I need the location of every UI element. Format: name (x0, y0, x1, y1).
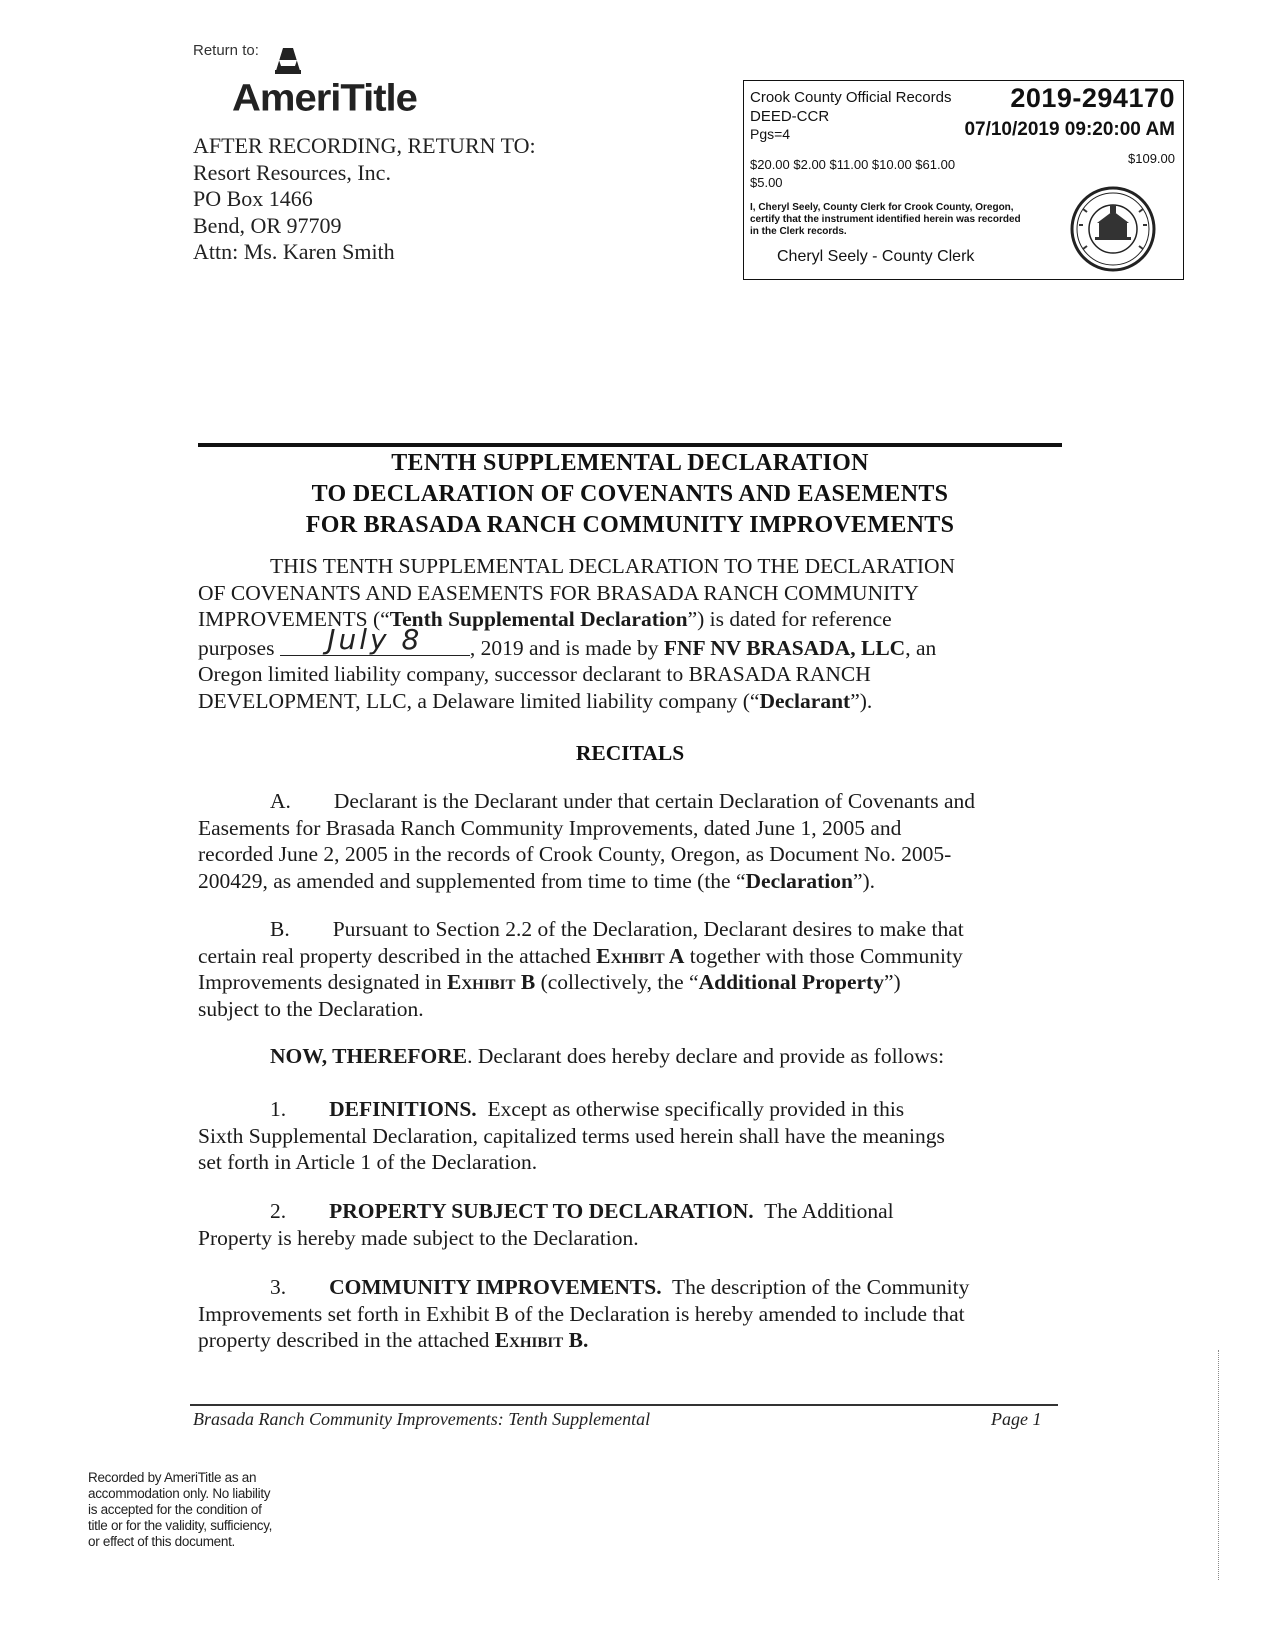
recital-line: certain real property described in the attached Exhibit A together with those Community (198, 943, 963, 968)
recording-total: $109.00 (1128, 151, 1175, 166)
intro-line: purposes July 8 , 2019 and is made by FNF NV BRASADA, LLC, an (198, 622, 937, 660)
recording-certification: I, Cheryl Seely, County Clerk for Crook County, Oregon, certify that the instrument identified herein was recorded in the Clerk records. (750, 202, 1021, 237)
intro-line: Oregon limited liability company, successor declarant to BRASADA RANCH (198, 662, 871, 686)
recitals-heading: RECITALS (575, 741, 685, 765)
section-number: 2. (270, 1199, 287, 1223)
disclaimer-line: accommodation only. No liability (88, 1486, 271, 1501)
section-line: set forth in Article 1 of the Declaration. (198, 1150, 538, 1174)
recital-line: recorded June 2, 2005 in the records of Crook County, Oregon, as Document No. 2005- (198, 842, 952, 866)
title-line: TENTH SUPPLEMENTAL DECLARATION (391, 450, 869, 476)
recital-line: Easements for Brasada Ranch Community Improvements, dated June 1, 2005 and (198, 815, 902, 840)
return-to-label: Return to: (193, 42, 259, 59)
recording-type: DEED-CCR (750, 108, 830, 125)
intro-line: OF COVENANTS AND EASEMENTS FOR BRASADA RANCH COMMUNITY (198, 580, 919, 605)
recording-fees: $20.00 $2.00 $11.00 $10.00 $61.00 (750, 157, 956, 172)
county-seal-icon (1069, 185, 1157, 273)
return-line: Attn: Ms. Karen Smith (193, 239, 395, 264)
section-number: 3. (270, 1275, 287, 1299)
title-rule (198, 443, 1062, 447)
title-line: TO DECLARATION OF COVENANTS AND EASEMENTS (311, 481, 949, 507)
intro-paragraph (198, 553, 1048, 714)
document-title (198, 448, 1062, 541)
section-line: Improvements set forth in Exhibit B of the Declaration is hereby amended to include that (198, 1301, 965, 1326)
section-heading: COMMUNITY IMPROVEMENTS. (329, 1275, 662, 1299)
handwritten-date: July 8 (327, 622, 423, 656)
return-line: PO Box 1466 (193, 186, 313, 211)
return-address (193, 133, 536, 266)
intro-line: IMPROVEMENTS (“Tenth Supplemental Declaration”) is dated for reference (198, 607, 892, 631)
return-line: Bend, OR 97709 (193, 212, 342, 238)
recording-doc-number: 2019-294170 (1010, 83, 1175, 113)
recording-datetime: 07/10/2019 09:20:00 AM (964, 119, 1175, 140)
recording-stamp (743, 80, 1184, 280)
recording-fees-2: $5.00 (750, 175, 783, 190)
footer-rule (190, 1404, 1058, 1406)
return-line: AFTER RECORDING, RETURN TO: (193, 133, 536, 158)
section-line: Property is hereby made subject to the Declaration. (198, 1225, 639, 1250)
section-line: Sixth Supplemental Declaration, capitalized terms used herein shall have the meanings (198, 1123, 945, 1148)
recital-line: B. Pursuant to Section 2.2 of the Declaration, Declarant desires to make that (270, 917, 964, 941)
section-number: 1. (270, 1097, 287, 1121)
disclaimer-line: is accepted for the condition of (88, 1502, 262, 1517)
return-line: Resort Resources, Inc. (193, 159, 391, 185)
recital-b (198, 916, 1048, 1022)
recital-a (198, 788, 1048, 894)
page-number: Page 1 (991, 1409, 1042, 1429)
intro-line: THIS TENTH SUPPLEMENTAL DECLARATION TO THE DECLARATION (270, 554, 956, 578)
section-heading: DEFINITIONS. (329, 1097, 477, 1121)
recital-line: 200429, as amended and supplemented from time to time (the “Declaration”). (198, 868, 876, 893)
section-heading: PROPERTY SUBJECT TO DECLARATION. (329, 1199, 754, 1223)
recital-line: subject to the Declaration. (198, 996, 424, 1021)
ameritile-logo-text: AmeriTitle (232, 77, 417, 119)
recording-county: Crook County Official Records (750, 89, 952, 106)
recording-clerk: Cheryl Seely - County Clerk (777, 248, 975, 265)
scan-edge-marks (1218, 1350, 1223, 1580)
footer-title: Brasada Ranch Community Improvements: Tenth Supplemental (193, 1409, 651, 1429)
section-line: property described in the attached Exhibit B. (198, 1328, 589, 1352)
disclaimer-stamp (88, 1470, 272, 1550)
recital-line: A. Declarant is the Declarant under that certain Declaration of Covenants and (270, 789, 976, 813)
recital-line: Improvements designated in Exhibit B (collectively, the “Additional Property”) (198, 970, 901, 994)
section-3: 3. COMMUNITY IMPROVEMENTS. The description of the Community Improvements set forth in Exhibit B of the Declaration is hereby amended to include that property described in the attached Exhibit B. (198, 1274, 1048, 1354)
section-2: 2. PROPERTY SUBJECT TO DECLARATION. The Additional Property is hereby made subject to the Declaration. (198, 1198, 1048, 1251)
disclaimer-line: title or for the validity, sufficiency, (88, 1518, 273, 1533)
recording-pages: Pgs=4 (750, 126, 791, 142)
now-therefore: NOW, THEREFORE. Declarant does hereby declare and provide as follows: (270, 1044, 945, 1068)
section-1: 1. DEFINITIONS. Except as otherwise specifically provided in this Sixth Supplemental Declaration, capitalized terms used herein shall have the meanings set forth in Article 1 of the Declaration. (198, 1096, 1048, 1176)
disclaimer-line: or effect of this document. (88, 1534, 235, 1549)
intro-line: DEVELOPMENT, LLC, a Delaware limited liability company (“Declarant”). (198, 688, 873, 713)
disclaimer-line: Recorded by AmeriTitle as an (88, 1470, 257, 1485)
title-line: FOR BRASADA RANCH COMMUNITY IMPROVEMENTS (305, 512, 955, 538)
